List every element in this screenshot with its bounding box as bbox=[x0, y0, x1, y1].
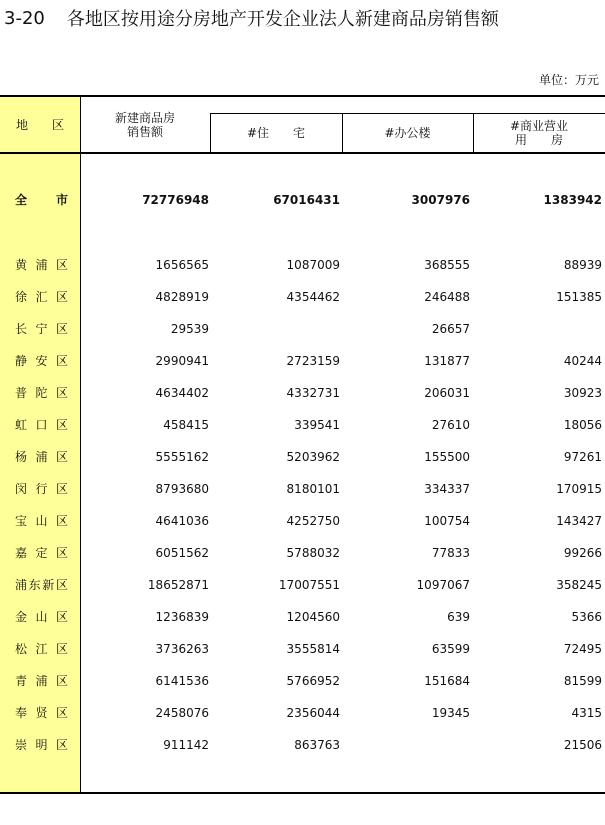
header-region: 地 区 bbox=[15, 117, 64, 132]
cell-sales: 6051562 bbox=[155, 546, 209, 560]
cell-residential: 3555814 bbox=[286, 642, 340, 656]
table-row bbox=[0, 351, 605, 371]
table-row bbox=[0, 735, 605, 755]
cell-residential: 863763 bbox=[294, 738, 340, 752]
region-name: 普 陀 区 bbox=[15, 386, 68, 400]
cell-office: 100754 bbox=[424, 514, 470, 528]
table-row bbox=[0, 639, 605, 659]
header-office: #办公楼 bbox=[384, 125, 431, 140]
table-number: 3-20 bbox=[4, 7, 45, 29]
cell-office: 155500 bbox=[424, 450, 470, 464]
region-name: 虹 口 区 bbox=[15, 418, 68, 432]
table-row-total bbox=[0, 190, 605, 210]
cell-sales: 3736263 bbox=[155, 642, 209, 656]
header-sales-line2: 销售额 bbox=[126, 124, 163, 139]
cell-commercial: 21506 bbox=[563, 738, 602, 752]
header-sales-line1: 新建商品房 bbox=[114, 110, 175, 125]
cell-sales: 72776948 bbox=[142, 193, 209, 207]
region-name: 杨 浦 区 bbox=[15, 450, 68, 464]
cell-residential bbox=[220, 319, 340, 339]
cell-office: 131877 bbox=[424, 354, 470, 368]
cell-sales: 1236839 bbox=[155, 610, 209, 624]
cell-sales: 911142 bbox=[163, 738, 209, 752]
region-name: 黄 浦 区 bbox=[15, 258, 68, 272]
cell-residential: 5766952 bbox=[286, 674, 340, 688]
table-row bbox=[0, 511, 605, 531]
cell-office: 246488 bbox=[424, 290, 470, 304]
cell-commercial: 99266 bbox=[563, 546, 602, 560]
cell-office: 27610 bbox=[431, 418, 470, 432]
cell-office: 206031 bbox=[424, 386, 470, 400]
header-commercial-line2: 用 房 bbox=[514, 132, 563, 147]
cell-office bbox=[350, 735, 470, 755]
region-name: 青 浦 区 bbox=[15, 674, 68, 688]
table-title: 各地区按用途分房地产开发企业法人新建商品房销售额 bbox=[66, 9, 499, 30]
cell-residential: 67016431 bbox=[273, 193, 340, 207]
cell-sales: 18652871 bbox=[147, 578, 209, 592]
cell-sales: 8793680 bbox=[155, 482, 209, 496]
table-row bbox=[0, 255, 605, 275]
header-residential: #住 宅 bbox=[246, 125, 306, 140]
table-row bbox=[0, 447, 605, 467]
table-row bbox=[0, 287, 605, 307]
cell-commercial: 97261 bbox=[563, 450, 602, 464]
cell-sales: 5555162 bbox=[155, 450, 209, 464]
cell-commercial: 30923 bbox=[563, 386, 602, 400]
cell-office: 26657 bbox=[431, 322, 470, 336]
cell-office: 368555 bbox=[424, 258, 470, 272]
cell-sales: 2990941 bbox=[155, 354, 209, 368]
table-row bbox=[0, 703, 605, 723]
cell-residential: 8180101 bbox=[286, 482, 340, 496]
cell-residential: 4252750 bbox=[286, 514, 340, 528]
header-commercial bbox=[473, 113, 605, 152]
cell-residential: 2356044 bbox=[286, 706, 340, 720]
table-row bbox=[0, 543, 605, 563]
cell-sales: 2458076 bbox=[155, 706, 209, 720]
table-row bbox=[0, 575, 605, 595]
cell-commercial: 81599 bbox=[563, 674, 602, 688]
cell-sales: 4634402 bbox=[155, 386, 209, 400]
cell-office: 3007976 bbox=[411, 193, 470, 207]
table-row bbox=[0, 383, 605, 403]
table-row bbox=[0, 415, 605, 435]
region-name: 全 市 bbox=[15, 193, 68, 207]
cell-residential: 5788032 bbox=[286, 546, 340, 560]
cell-sales: 458415 bbox=[163, 418, 209, 432]
unit-label: 单位：万元 bbox=[538, 73, 599, 87]
region-name: 长 宁 区 bbox=[15, 322, 68, 336]
cell-commercial: 72495 bbox=[563, 642, 602, 656]
region-name: 金 山 区 bbox=[15, 610, 68, 624]
header-commercial-line1: #商业营业 bbox=[509, 118, 569, 133]
cell-commercial: 5366 bbox=[571, 610, 602, 624]
cell-office: 1097067 bbox=[416, 578, 470, 592]
cell-sales: 4828919 bbox=[155, 290, 209, 304]
cell-office: 77833 bbox=[431, 546, 470, 560]
cell-commercial: 358245 bbox=[556, 578, 602, 592]
region-name: 宝 山 区 bbox=[15, 514, 68, 528]
region-name: 浦 东 新 区 bbox=[15, 578, 68, 592]
region-name: 嘉 定 区 bbox=[15, 546, 68, 560]
cell-commercial bbox=[482, 319, 602, 339]
cell-office: 19345 bbox=[431, 706, 470, 720]
cell-sales: 6141536 bbox=[155, 674, 209, 688]
table-row bbox=[0, 671, 605, 691]
cell-office: 639 bbox=[447, 610, 470, 624]
cell-commercial: 151385 bbox=[556, 290, 602, 304]
cell-sales: 29539 bbox=[170, 322, 209, 336]
cell-sales: 4641036 bbox=[155, 514, 209, 528]
table-row bbox=[0, 479, 605, 499]
cell-commercial: 170915 bbox=[556, 482, 602, 496]
region-name: 崇 明 区 bbox=[15, 738, 68, 752]
cell-residential: 1204560 bbox=[286, 610, 340, 624]
cell-commercial: 1383942 bbox=[543, 193, 602, 207]
cell-residential: 5203962 bbox=[286, 450, 340, 464]
region-name: 徐 汇 区 bbox=[15, 290, 68, 304]
region-name: 静 安 区 bbox=[15, 354, 68, 368]
table-row bbox=[0, 607, 605, 627]
header-sales bbox=[80, 97, 210, 152]
cell-commercial: 143427 bbox=[556, 514, 602, 528]
region-name: 闵 行 区 bbox=[15, 482, 68, 496]
cell-residential: 4354462 bbox=[286, 290, 340, 304]
cell-sales: 1656565 bbox=[155, 258, 209, 272]
cell-office: 63599 bbox=[431, 642, 470, 656]
cell-office: 151684 bbox=[424, 674, 470, 688]
cell-residential: 1087009 bbox=[286, 258, 340, 272]
page-title bbox=[4, 4, 499, 32]
cell-residential: 2723159 bbox=[286, 354, 340, 368]
cell-residential: 17007551 bbox=[278, 578, 340, 592]
cell-commercial: 4315 bbox=[571, 706, 602, 720]
cell-residential: 4332731 bbox=[286, 386, 340, 400]
table-header-rule bbox=[0, 152, 605, 154]
cell-commercial: 88939 bbox=[563, 258, 602, 272]
cell-commercial: 18056 bbox=[563, 418, 602, 432]
cell-commercial: 40244 bbox=[563, 354, 602, 368]
cell-office: 334337 bbox=[424, 482, 470, 496]
region-name: 松 江 区 bbox=[15, 642, 68, 656]
cell-residential: 339541 bbox=[294, 418, 340, 432]
table-bottom-rule bbox=[0, 792, 605, 794]
region-name: 奉 贤 区 bbox=[15, 706, 68, 720]
table-row bbox=[0, 319, 605, 339]
